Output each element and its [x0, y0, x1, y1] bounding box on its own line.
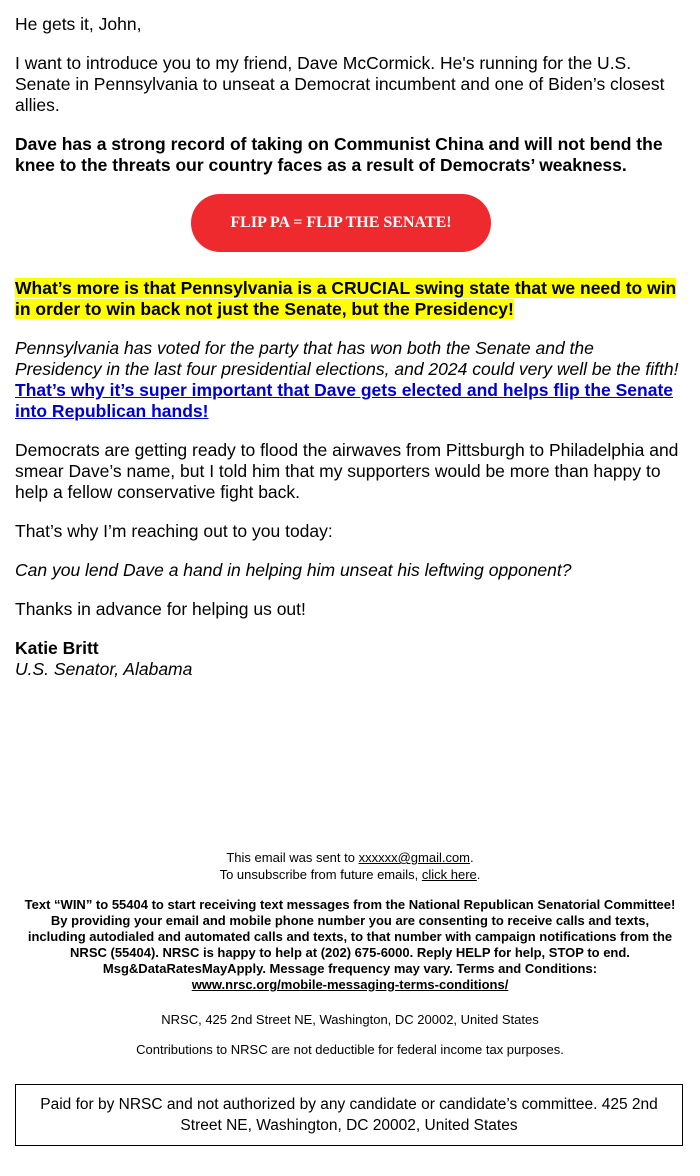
sent-to-line — [15, 849, 685, 866]
thanks-paragraph: Thanks in advance for helping us out! — [15, 599, 306, 619]
crucial-paragraph — [15, 278, 683, 320]
recipient-email-link[interactable]: xxxxxx@gmail.com — [358, 850, 471, 865]
email-footer — [15, 849, 685, 1058]
greeting: He gets it, John, — [15, 14, 142, 34]
nrsc-address: NRSC, 425 2nd Street NE, Washington, DC 20002, United States — [161, 1012, 539, 1027]
paid-for-disclaimer: Paid for by NRSC and not authorized by any candidate or candidate’s committee. 425 2nd Street NE, Washington, DC 20002, United States — [15, 1084, 683, 1146]
sent-to-label: This email was sent to — [226, 850, 359, 865]
sms-legal-body: Text “WIN” to 55404 to start receiving text messages from the National Republican Senatorial Committee! By providing your email and mobile phone number you are consenting to receive calls and texts, including autodialed and automated calls and texts, to that number with campaign notifications from the NRSC (55404). NRSC is happy to help at (202) 675-6000. Reply HELP for help, STOP to end. Msg&DataRatesMayApply. Message frequency may vary. Terms and Conditions: — [24, 897, 676, 976]
sent-to-suffix: . — [470, 850, 474, 865]
flip-pa-button[interactable]: FLIP PA = FLIP THE SENATE! — [191, 194, 491, 252]
unsubscribe-label: To unsubscribe from future emails, — [219, 867, 422, 882]
strong-statement: Dave has a strong record of taking on Communist China and will not bend the knee to the threats our country faces as a result of Democrats’ weakness. — [15, 134, 663, 175]
question-paragraph: Can you lend Dave a hand in helping him unseat his leftwing opponent? — [15, 560, 572, 580]
tax-notice: Contributions to NRSC are not deductible for federal income tax purposes. — [136, 1042, 564, 1057]
intro-paragraph: I want to introduce you to my friend, Dave McCormick. He's running for the U.S. Senate in Pennsylvania to unseat a Democrat incumbent and one of Biden’s closest allies. — [15, 53, 665, 115]
democrats-paragraph: Democrats are getting ready to flood the airwaves from Pittsburgh to Philadelphia and smear Dave’s name, but I told him that my supporters would be more than happy to help a fellow conservative fight back. — [15, 440, 679, 502]
highlighted-text: What’s more is that Pennsylvania is a CRUCIAL swing state that we need to win in order to win back not just the Senate, but the Presidency! — [15, 278, 677, 319]
important-link[interactable]: That’s why it’s super important that Dave gets elected and helps flip the Senate into Republican hands! — [15, 380, 674, 421]
cta-container — [15, 194, 683, 252]
email-body — [15, 14, 683, 680]
signature-title: U.S. Senator, Alabama — [15, 659, 193, 679]
history-paragraph — [15, 338, 683, 422]
terms-link[interactable]: www.nrsc.org/mobile-messaging-terms-conditions/ — [191, 977, 509, 992]
sms-legal-text — [15, 897, 685, 993]
reaching-out-paragraph: That’s why I’m reaching out to you today: — [15, 521, 333, 541]
history-text: Pennsylvania has voted for the party that has won both the Senate and the Presidency in the last four presidential elections, and 2024 could very well be the fifth! — [15, 338, 679, 379]
signature-name: Katie Britt — [15, 638, 99, 658]
unsubscribe-suffix: . — [476, 867, 481, 882]
unsubscribe-link[interactable]: click here — [421, 867, 477, 882]
signature — [15, 638, 683, 680]
unsubscribe-line — [15, 866, 685, 883]
